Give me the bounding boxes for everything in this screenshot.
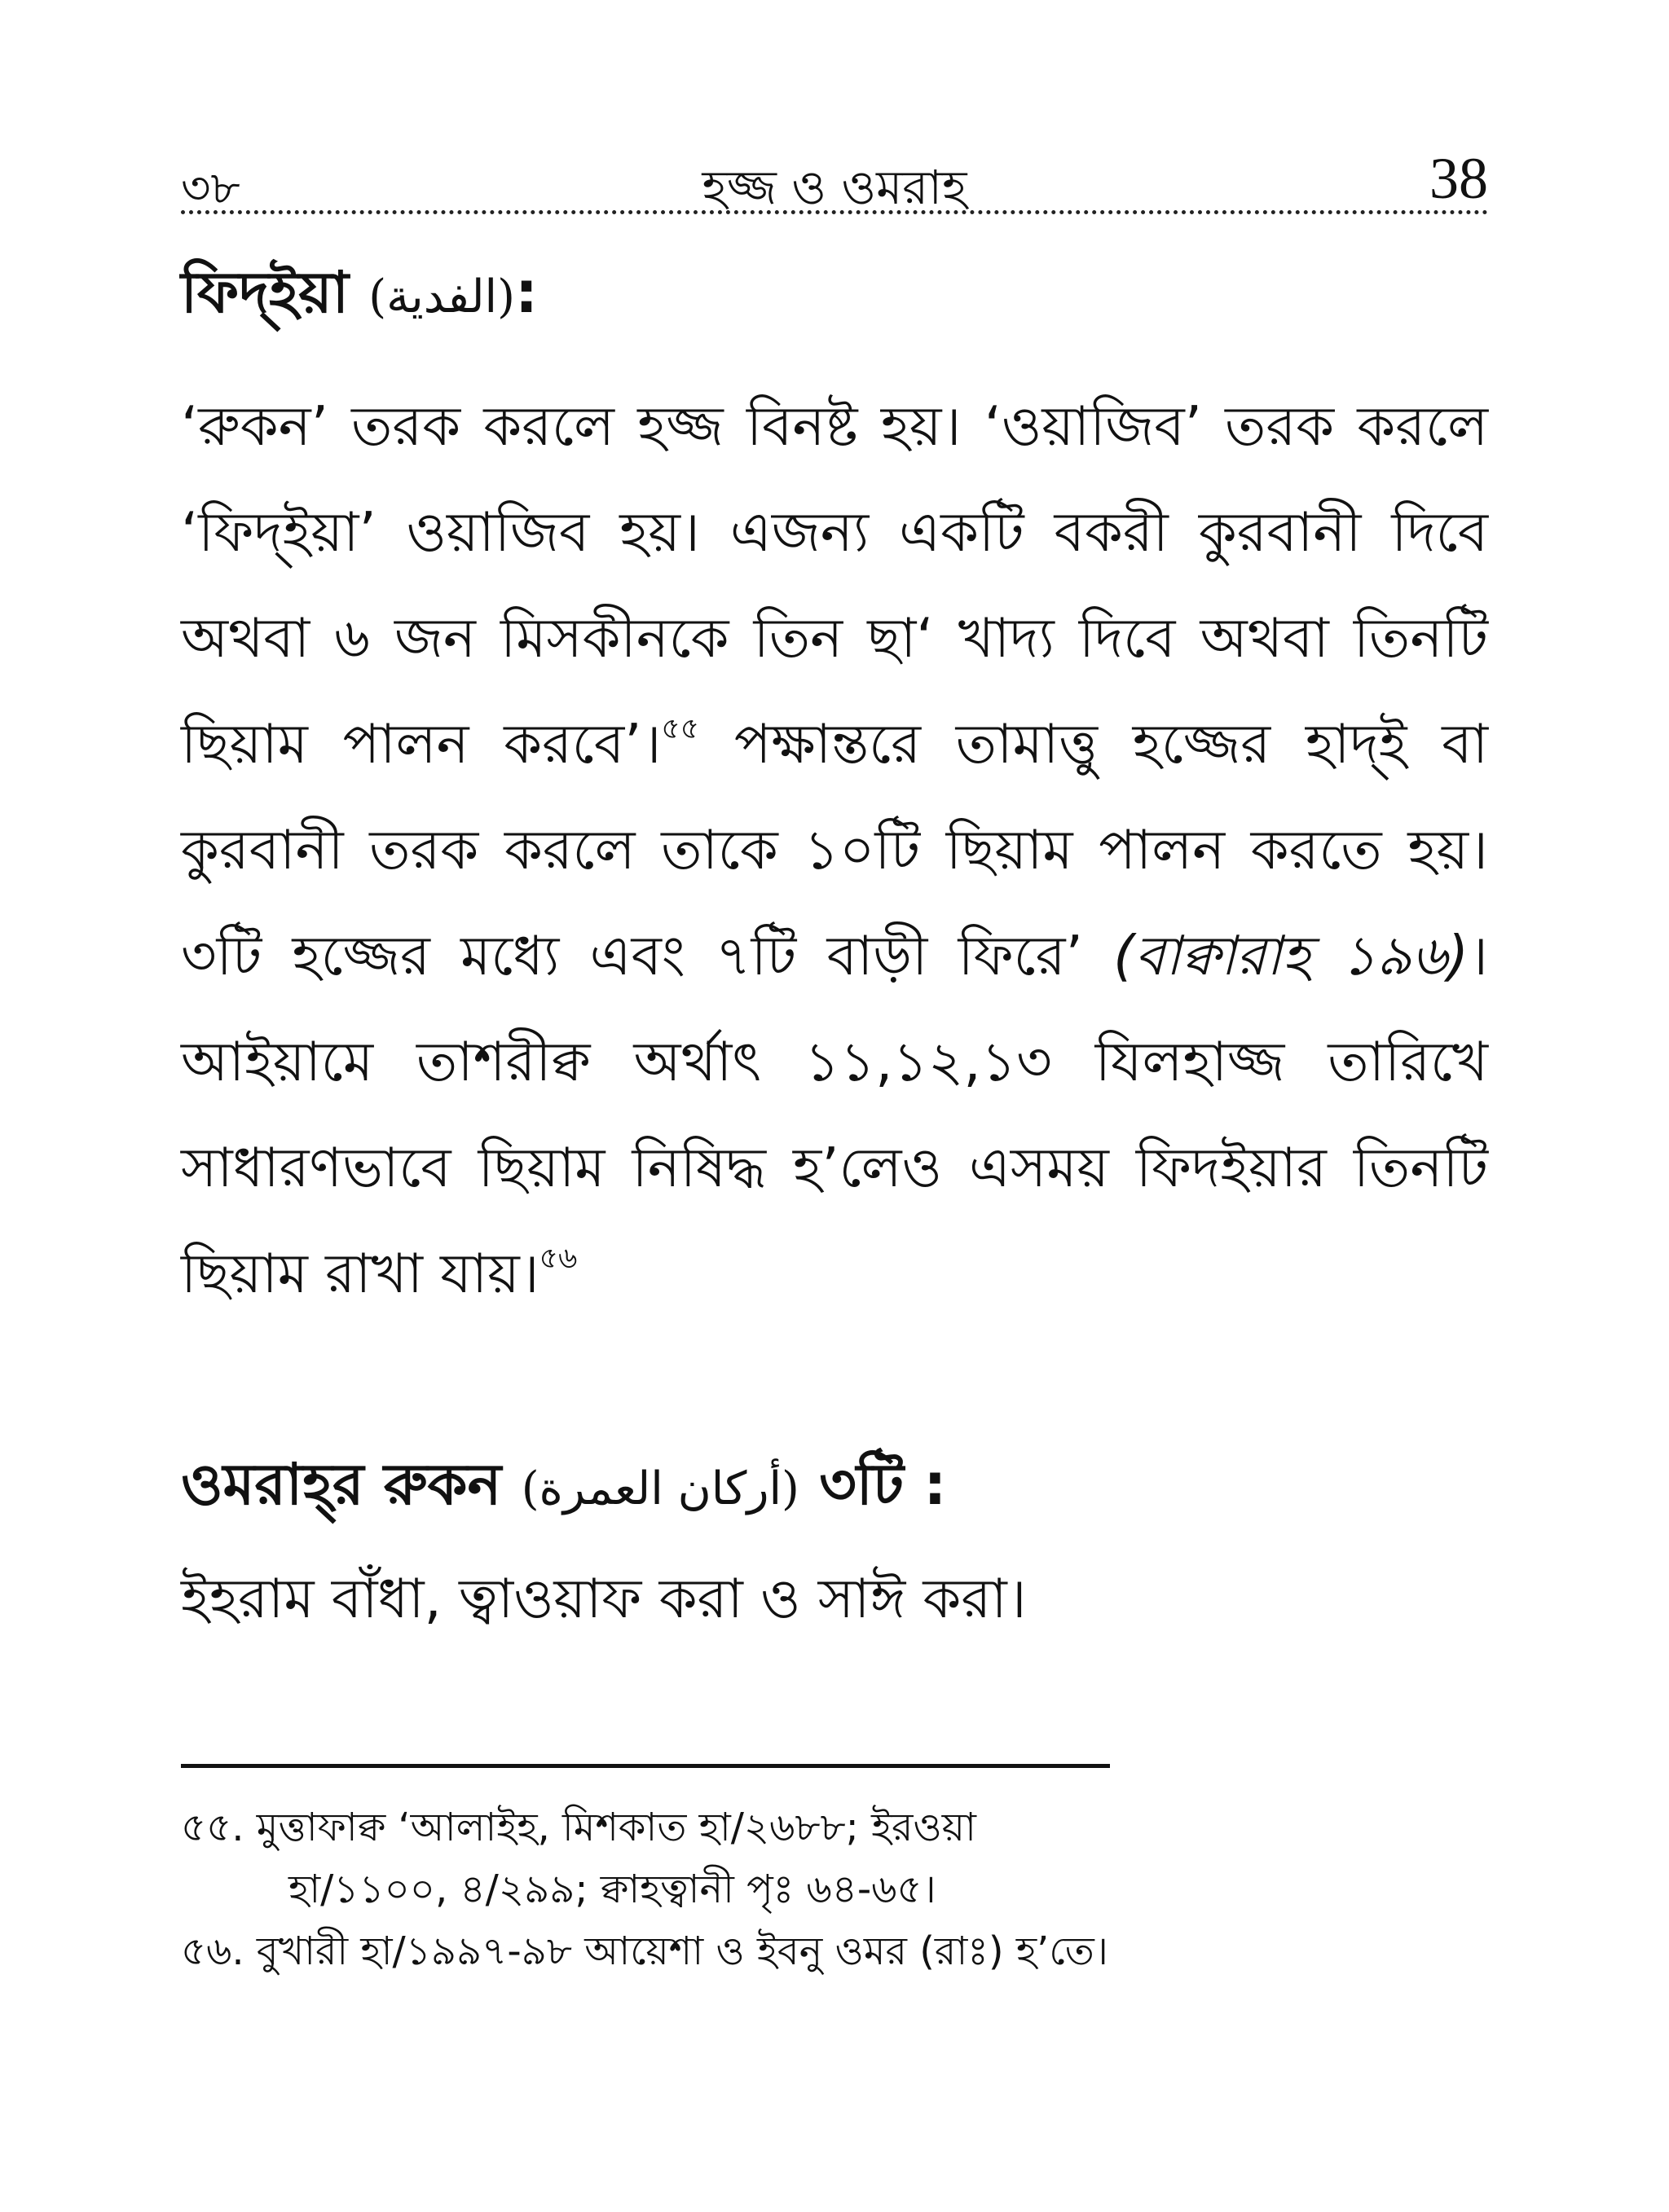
heading-colon: : bbox=[514, 259, 538, 326]
header-dotted-rule bbox=[181, 210, 1488, 214]
page-header bbox=[181, 145, 1488, 213]
footnote-55-line-2: হা/১১০০, ৪/২৯৯; ক্বাহত্বানী পৃঃ ৬৪-৬৫। bbox=[288, 1867, 936, 1912]
footnote-ref-56[interactable]: ৫৬ bbox=[539, 1242, 578, 1275]
page-number-bengali: ৩৮ bbox=[181, 162, 240, 215]
section-heading-umrah-rukon bbox=[181, 1440, 946, 1536]
heading-arabic: (الفدية) bbox=[368, 270, 515, 323]
umrah-rukon-text: ইহরাম বাঁধা, ত্বাওয়াফ করা ও সাঈ করা। bbox=[181, 1567, 1027, 1630]
paragraph-part-1: ‘রুকন’ তরক করলে হজ্জ বিনষ্ট হয়। ‘ওয়াজিব’ তরক করলে ‘ফিদ্ইয়া’ ওয়াজিব হয়। এজন্য একটি বকরী কুরবানী দিবে অথবা ৬ জন মিসকীনকে তিন ছা‘ খাদ্য দিবে অথবা তিনটি ছিয়াম পালন করবে’। bbox=[181, 394, 1488, 776]
footnotes bbox=[181, 1796, 1488, 1982]
footnote-separator bbox=[181, 1764, 1110, 1768]
heading-text: ফিদ্ইয়া bbox=[181, 259, 349, 326]
section-heading-fidiya bbox=[181, 248, 538, 344]
paragraph-part-2: পক্ষান্তরে তামাত্তু হজ্জের হাদ্ই বা কুরবানী তরক করলে তাকে ১০টি ছিয়াম পালন করতে হয়। ৩টি হজ্জের মধ্যে এবং ৭টি বাড়ী ফিরে’ bbox=[181, 712, 1488, 987]
page-number-english: 38 bbox=[1429, 146, 1488, 211]
running-title: হজ্জ ও ওমরাহ bbox=[702, 160, 967, 215]
fidiya-paragraph bbox=[181, 373, 1488, 1326]
heading-arabic: (أركان العمرة) bbox=[521, 1462, 799, 1515]
heading-count: ৩টি : bbox=[819, 1451, 947, 1518]
quran-reference: (বাক্বারাহ ১৯৬) bbox=[1113, 924, 1469, 987]
footnote-55-line-1: ৫৫. মুত্তাফাক্ব ‘আলাইহ, মিশকাত হা/২৬৮৮; ইরওয়া bbox=[181, 1805, 976, 1850]
heading-text: ওমরাহ্‌র রুকন bbox=[181, 1451, 502, 1518]
footnote-55 bbox=[181, 1796, 1488, 1920]
paragraph-part-3: । আইয়ামে তাশরীক্ব অর্থাৎ ১১,১২,১৩ যিলহাজ্জ তারিখে সাধারণভাবে ছিয়াম নিষিদ্ধ হ’লেও এসময় ফিদইয়ার তিনটি ছিয়াম রাখা যায়। bbox=[181, 924, 1488, 1305]
footnote-ref-55[interactable]: ৫৫ bbox=[661, 712, 700, 745]
footnote-56: ৫৬. বুখারী হা/১৯৯৭-৯৮ আয়েশা ও ইবনু ওমর (রাঃ) হ’তে। bbox=[181, 1928, 1108, 1974]
